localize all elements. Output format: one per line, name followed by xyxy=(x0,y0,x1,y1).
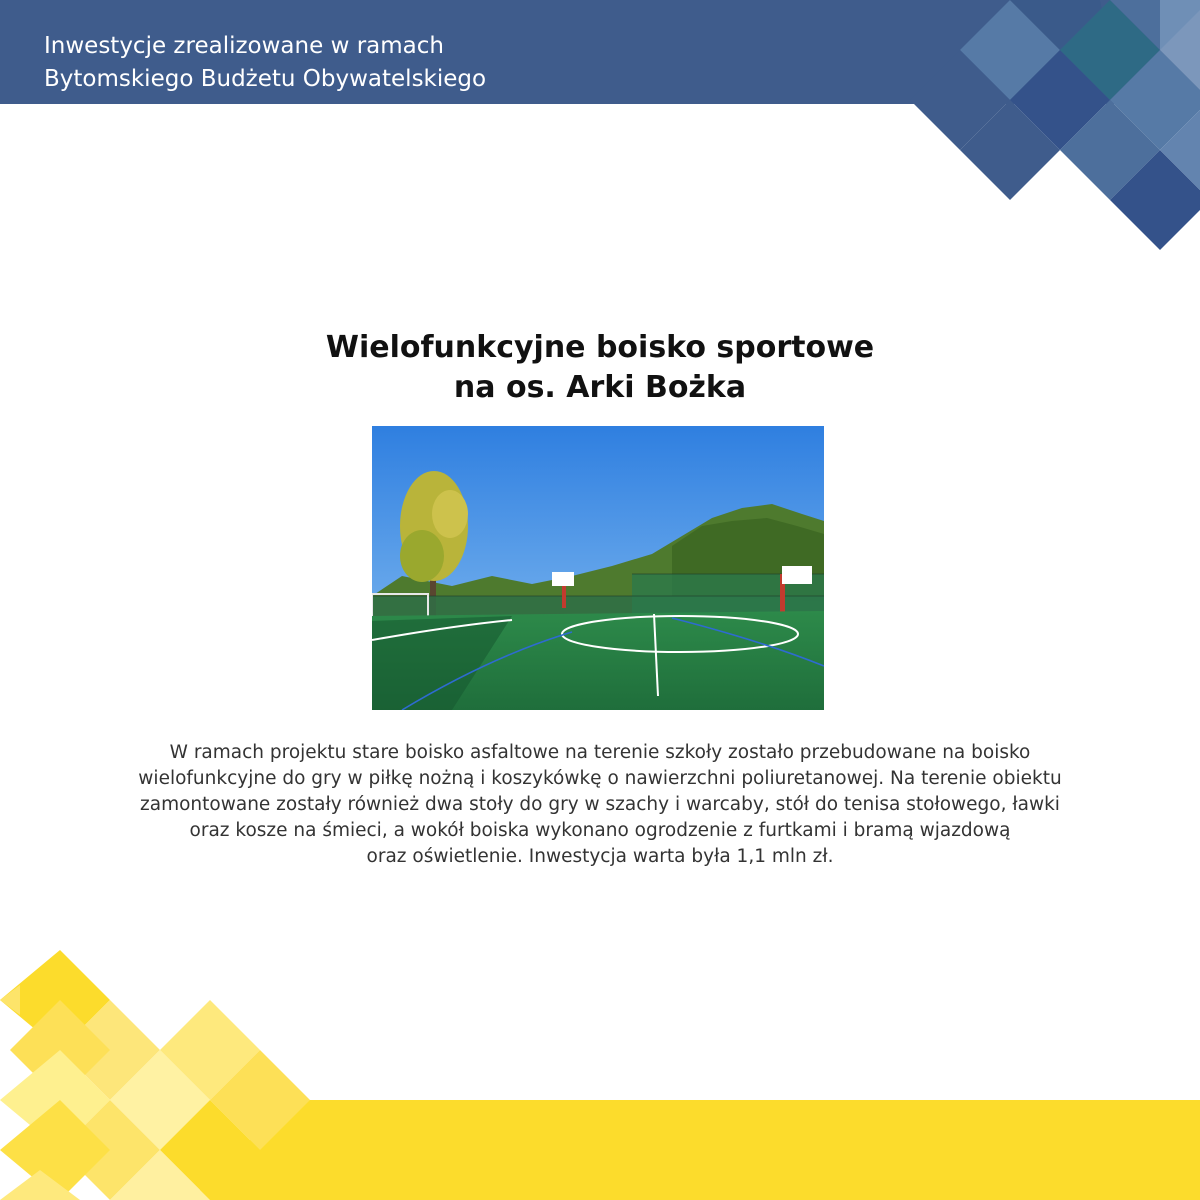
post-title-line: na os. Arki Bożka xyxy=(453,370,747,405)
description-line: oraz kosze na śmieci, a wokół boiska wykonano ogrodzenie z furtkami i bramą wjazdową xyxy=(189,820,1011,841)
description-line: oraz oświetlenie. Inwestycja warta była 1,1 mln zł. xyxy=(366,846,834,867)
post-title xyxy=(200,328,1000,408)
description-line: wielofunkcyjne do gry w piłkę nożną i koszykówkę o nawierzchni poliuretanowej. Na terenie obiektu xyxy=(138,768,1062,789)
description-line: W ramach projektu stare boisko asfaltowe na terenie szkoły zostało przebudowane na boisko xyxy=(169,742,1031,763)
yellow-diamond-pattern xyxy=(0,940,1200,1200)
post-title-line: Wielofunkcyjne boisko sportowe xyxy=(325,330,875,365)
description-line: zamontowane zostały również dwa stoły do gry w szachy i warcaby, stół do tenisa stołowego, ławki xyxy=(140,794,1060,815)
sports-field-photo xyxy=(372,426,824,710)
post-description xyxy=(40,740,1160,870)
header-title xyxy=(44,30,486,96)
blue-diamond-pattern xyxy=(900,0,1200,260)
header-title-line: Bytomskiego Budżetu Obywatelskiego xyxy=(44,66,487,92)
header-title-line: Inwestycje zrealizowane w ramach xyxy=(44,33,444,59)
